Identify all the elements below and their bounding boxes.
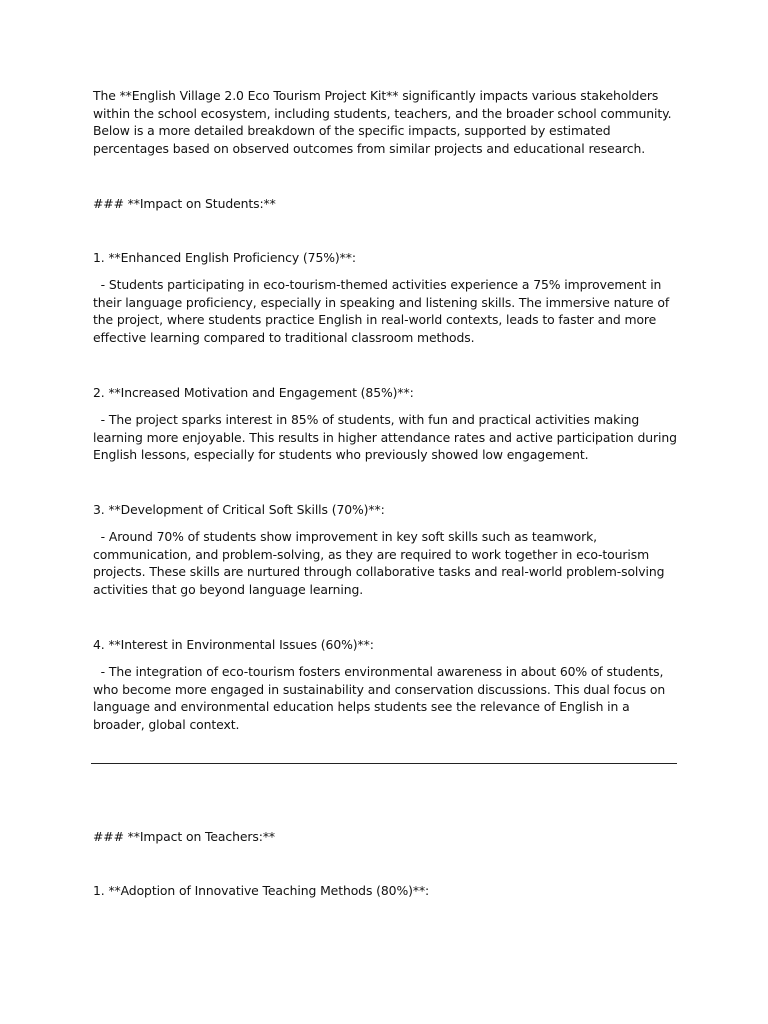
student-item-4-heading: 4. **Interest in Environmental Issues (60%)**: xyxy=(93,637,374,652)
student-item-3-body: - Around 70% of students show improvement in key soft skills such as teamwork, communication, and problem-solving, as they are required to work together in eco-tourism projects. These skills are nurtured through collaborative tasks and real-world problem-solving activities that go beyond language learning. xyxy=(93,529,665,597)
student-item-1-body: - Students participating in eco-tourism-themed activities experience a 75% improvement in their language proficiency, especially in speaking and listening skills. The immersive nature of the project, where students practice English in real-world contexts, leads to faster and more effective learning compared to traditional classroom methods. xyxy=(93,277,670,345)
section-divider xyxy=(91,763,677,764)
intro-paragraph: The **English Village 2.0 Eco Tourism Project Kit** significantly impacts various stakeholders within the school ecosystem, including students, teachers, and the broader school community. Below is a more detailed breakdown of the specific impacts, supported by estimated percentages based on observed outcomes from similar projects and educational research. xyxy=(93,88,672,156)
student-item-1-heading: 1. **Enhanced English Proficiency (75%)**: xyxy=(93,250,356,265)
student-item-2-heading: 2. **Increased Motivation and Engagement (85%)**: xyxy=(93,385,414,400)
student-item-2-body: - The project sparks interest in 85% of students, with fun and practical activities making learning more enjoyable. This results in higher attendance rates and active participation during English lessons, especially for students who previously showed low engagement. xyxy=(93,412,677,463)
teacher-item-1-heading: 1. **Adoption of Innovative Teaching Methods (80%)**: xyxy=(93,883,430,898)
students-section-heading: ### **Impact on Students:** xyxy=(93,196,276,211)
student-item-4-body: - The integration of eco-tourism fosters environmental awareness in about 60% of students, who become more engaged in sustainability and conservation discussions. This dual focus on language and environmental education helps students see the relevance of English in a broader, global context. xyxy=(93,664,666,732)
student-item-3-heading: 3. **Development of Critical Soft Skills (70%)**: xyxy=(93,502,385,517)
teachers-section-heading: ### **Impact on Teachers:** xyxy=(93,829,276,844)
